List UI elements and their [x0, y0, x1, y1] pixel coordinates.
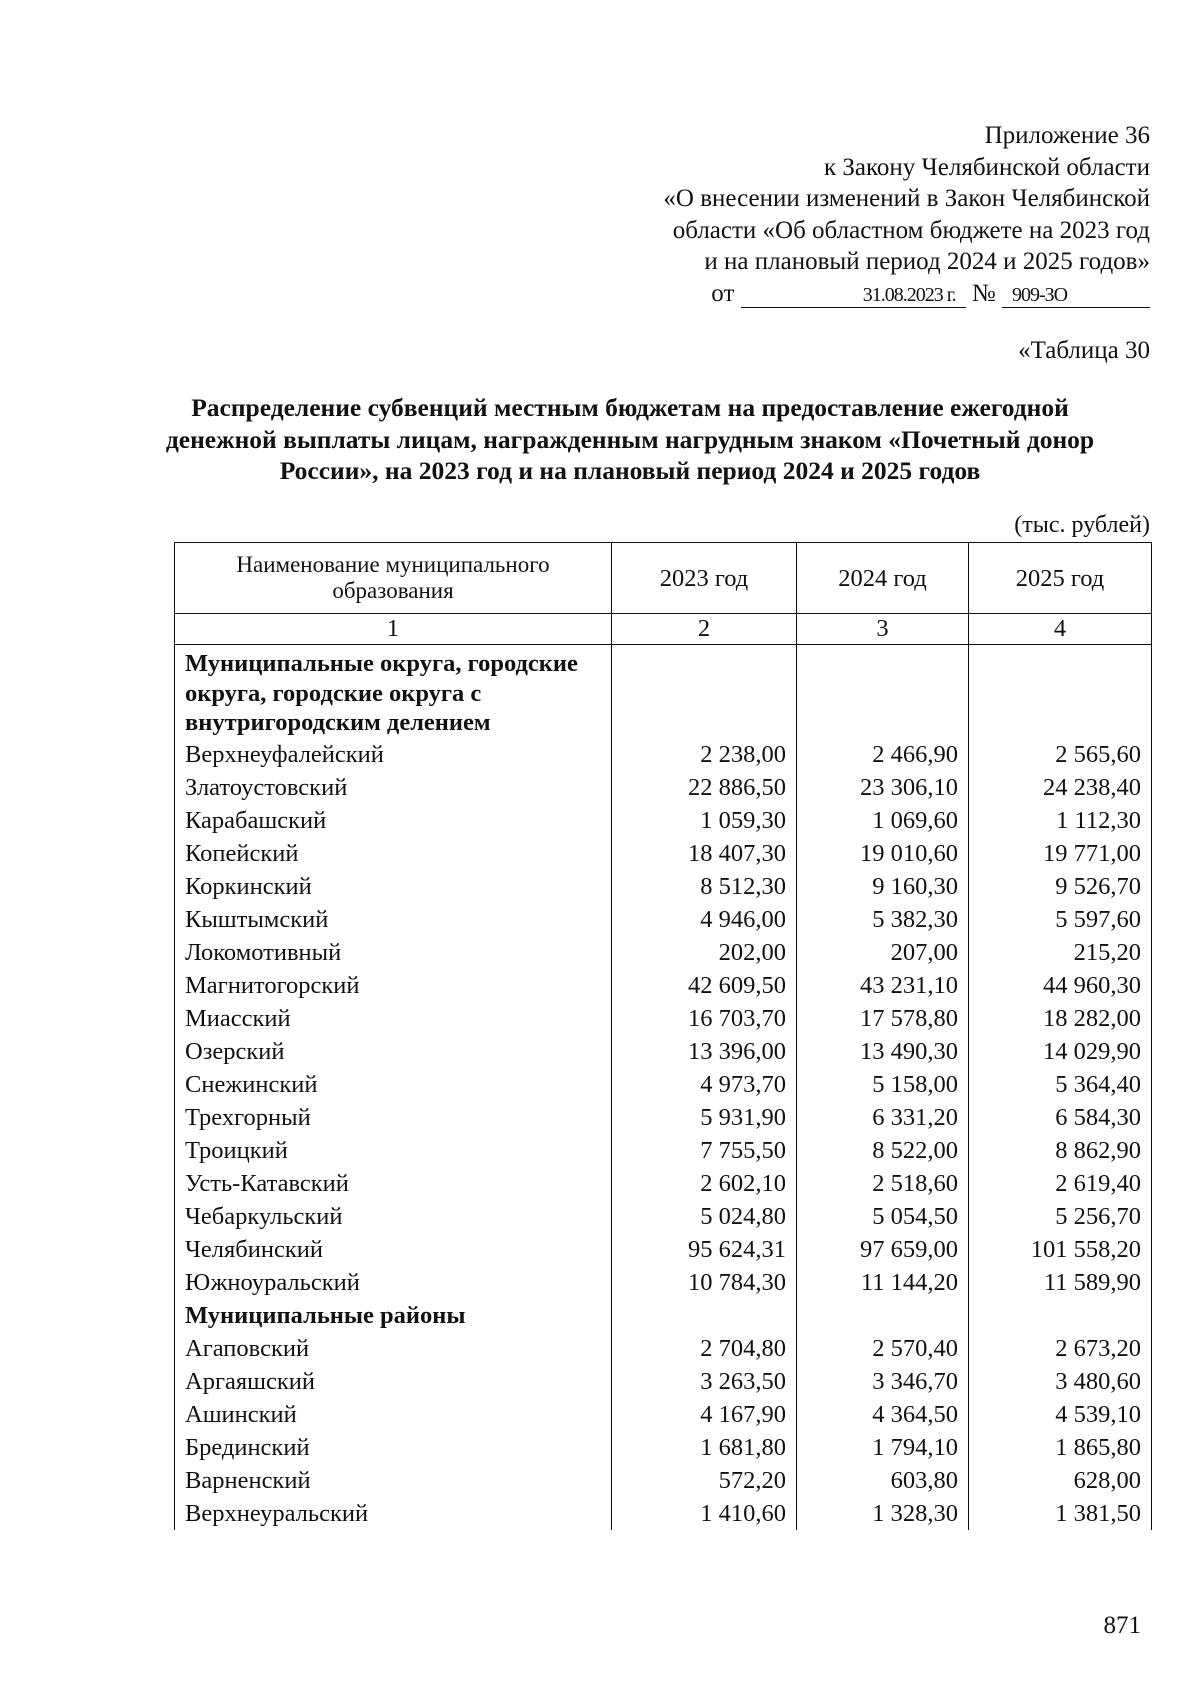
- appendix-line: области «Об областном бюджете на 2023 год: [672, 216, 1150, 244]
- table-row: [175, 1497, 1152, 1530]
- value-2025: 5 256,70: [969, 1200, 1152, 1233]
- table-row: [175, 837, 1152, 870]
- law-reference-line: [450, 278, 1150, 310]
- value-2024: 1 069,60: [797, 804, 969, 837]
- appendix-line: «О внесении изменений в Закон Челябинской: [663, 185, 1150, 212]
- table-label: «Таблица 30: [1018, 337, 1150, 364]
- group-empty-cell: [797, 1299, 969, 1332]
- value-2025: 215,20: [969, 936, 1152, 969]
- municipality-name: Локомотивный: [175, 936, 612, 969]
- value-2023: 4 973,70: [612, 1068, 797, 1101]
- value-2023: 4 946,00: [612, 903, 797, 936]
- municipality-name: Копейский: [175, 837, 612, 870]
- value-2024: 23 306,10: [797, 771, 969, 804]
- value-2025: 44 960,30: [969, 969, 1152, 1002]
- title-line: денежной выплаты лицам, награжденным нагрудным знаком «Почетный донор: [165, 424, 1095, 454]
- municipality-name: Верхнеуфалейский: [175, 738, 612, 771]
- municipality-name: Озерский: [175, 1035, 612, 1068]
- municipality-name: Троицкий: [175, 1134, 612, 1167]
- table-row: [175, 738, 1152, 771]
- value-2023: 4 167,90: [612, 1398, 797, 1431]
- value-2023: 572,20: [612, 1464, 797, 1497]
- table-row: [175, 969, 1152, 1002]
- group-empty-cell: [612, 645, 797, 738]
- title-line: Распределение субвенций местным бюджетам на предоставление ежегодной: [191, 393, 1069, 422]
- value-2023: 22 886,50: [612, 771, 797, 804]
- table-row: [175, 1398, 1152, 1431]
- table-row: [175, 1167, 1152, 1200]
- value-2024: 2 466,90: [797, 738, 969, 771]
- value-2024: 97 659,00: [797, 1233, 969, 1266]
- municipality-name: Трехгорный: [175, 1101, 612, 1134]
- table-row: [175, 1068, 1152, 1101]
- value-2024: 5 382,30: [797, 903, 969, 936]
- value-2023: 5 931,90: [612, 1101, 797, 1134]
- table-row: [175, 936, 1152, 969]
- value-2025: 1 381,50: [969, 1497, 1152, 1530]
- value-2025: 11 589,90: [969, 1266, 1152, 1299]
- page-number: 871: [1103, 1612, 1141, 1639]
- value-2023: 2 704,80: [612, 1332, 797, 1365]
- table-row: [175, 1365, 1152, 1398]
- value-2023: 8 512,30: [612, 870, 797, 903]
- value-2024: 8 522,00: [797, 1134, 969, 1167]
- appendix-header: [450, 120, 1150, 309]
- header-2024: 2024 год: [797, 543, 969, 614]
- value-2025: 2 619,40: [969, 1167, 1152, 1200]
- table-row: [175, 1101, 1152, 1134]
- value-2024: 17 578,80: [797, 1002, 969, 1035]
- value-2025: 1 112,30: [969, 804, 1152, 837]
- value-2024: 6 331,20: [797, 1101, 969, 1134]
- value-2024: 207,00: [797, 936, 969, 969]
- value-2025: 2 673,20: [969, 1332, 1152, 1365]
- value-2023: 16 703,70: [612, 1002, 797, 1035]
- appendix-line: Приложение 36: [984, 122, 1150, 149]
- municipality-name: Златоустовский: [175, 771, 612, 804]
- value-2024: 603,80: [797, 1464, 969, 1497]
- column-number: 2: [612, 614, 797, 645]
- column-number: 1: [175, 614, 612, 645]
- value-2023: 1 059,30: [612, 804, 797, 837]
- value-2025: 19 771,00: [969, 837, 1152, 870]
- value-2023: 202,00: [612, 936, 797, 969]
- municipality-name: Усть-Катавский: [175, 1167, 612, 1200]
- group-empty-cell: [797, 645, 969, 738]
- table-row: [175, 1233, 1152, 1266]
- municipality-name: Агаповский: [175, 1332, 612, 1365]
- value-2025: 24 238,40: [969, 771, 1152, 804]
- value-2025: 8 862,90: [969, 1134, 1152, 1167]
- value-2024: 3 346,70: [797, 1365, 969, 1398]
- table-body: [175, 645, 1152, 1530]
- column-number-row: [175, 614, 1152, 645]
- value-2023: 42 609,50: [612, 969, 797, 1002]
- value-2024: 43 231,10: [797, 969, 969, 1002]
- municipality-name: Варненский: [175, 1464, 612, 1497]
- table-row: [175, 1200, 1152, 1233]
- municipality-name: Миасский: [175, 1002, 612, 1035]
- value-2023: 2 238,00: [612, 738, 797, 771]
- law-date: 31.08.2023 г.: [741, 283, 966, 308]
- municipality-name: Брединский: [175, 1431, 612, 1464]
- value-2025: 5 597,60: [969, 903, 1152, 936]
- appendix-line: к Закону Челябинской области: [824, 153, 1150, 181]
- value-2024: 5 054,50: [797, 1200, 969, 1233]
- value-2024: 4 364,50: [797, 1398, 969, 1431]
- value-2025: 4 539,10: [969, 1398, 1152, 1431]
- value-2023: 7 755,50: [612, 1134, 797, 1167]
- municipality-name: Карабашский: [175, 804, 612, 837]
- value-2024: 5 158,00: [797, 1068, 969, 1101]
- value-2025: 2 565,60: [969, 738, 1152, 771]
- value-2025: 101 558,20: [969, 1233, 1152, 1266]
- value-2023: 95 624,31: [612, 1233, 797, 1266]
- value-2025: 1 865,80: [969, 1431, 1152, 1464]
- table-row: [175, 771, 1152, 804]
- title-line: России», на 2023 год и на плановый период 2024 и 2025 годов: [279, 456, 981, 485]
- value-2025: 6 584,30: [969, 1101, 1152, 1134]
- appendix-line: и на плановый период 2024 и 2025 годов»: [704, 248, 1150, 275]
- value-2025: 14 029,90: [969, 1035, 1152, 1068]
- group-title: Муниципальные округа, городские округа, городские округа с внутригородским делением: [175, 645, 612, 738]
- value-2023: 1 681,80: [612, 1431, 797, 1464]
- column-number: 3: [797, 614, 969, 645]
- header-municipality: Наименование муниципального образования: [175, 543, 612, 614]
- value-2024: 1 328,30: [797, 1497, 969, 1530]
- value-2025: 3 480,60: [969, 1365, 1152, 1398]
- from-label: от: [711, 279, 735, 307]
- value-2024: 2 518,60: [797, 1167, 969, 1200]
- table-row: [175, 804, 1152, 837]
- value-2024: 11 144,20: [797, 1266, 969, 1299]
- number-label: №: [971, 279, 996, 307]
- group-empty-cell: [969, 1299, 1152, 1332]
- value-2025: 18 282,00: [969, 1002, 1152, 1035]
- subvention-table: [174, 542, 1152, 1530]
- municipality-name: Ашинский: [175, 1398, 612, 1431]
- table-row: [175, 903, 1152, 936]
- value-2024: 9 160,30: [797, 870, 969, 903]
- value-2023: 13 396,00: [612, 1035, 797, 1068]
- value-2024: 2 570,40: [797, 1332, 969, 1365]
- units-label: (тыс. рублей): [1014, 512, 1150, 538]
- value-2024: 13 490,30: [797, 1035, 969, 1068]
- header-2025: 2025 год: [969, 543, 1152, 614]
- municipality-name: Коркинский: [175, 870, 612, 903]
- value-2023: 2 602,10: [612, 1167, 797, 1200]
- value-2024: 19 010,60: [797, 837, 969, 870]
- column-number: 4: [969, 614, 1152, 645]
- value-2023: 10 784,30: [612, 1266, 797, 1299]
- municipality-name: Южноуральский: [175, 1266, 612, 1299]
- value-2024: 1 794,10: [797, 1431, 969, 1464]
- table-row: [175, 870, 1152, 903]
- group-empty-cell: [969, 645, 1152, 738]
- municipality-name: Кыштымский: [175, 903, 612, 936]
- document-title: [150, 392, 1110, 487]
- value-2023: 3 263,50: [612, 1365, 797, 1398]
- group-empty-cell: [612, 1299, 797, 1332]
- municipality-name: Челябинский: [175, 1233, 612, 1266]
- group-row: [175, 645, 1152, 738]
- value-2023: 5 024,80: [612, 1200, 797, 1233]
- law-number: 909-ЗО: [1002, 283, 1150, 308]
- table-row: [175, 1464, 1152, 1497]
- table-row: [175, 1002, 1152, 1035]
- municipality-name: Снежинский: [175, 1068, 612, 1101]
- header-row: [175, 543, 1152, 614]
- value-2025: 9 526,70: [969, 870, 1152, 903]
- municipality-name: Аргаяшский: [175, 1365, 612, 1398]
- municipality-name: Магнитогорский: [175, 969, 612, 1002]
- value-2023: 1 410,60: [612, 1497, 797, 1530]
- value-2025: 5 364,40: [969, 1068, 1152, 1101]
- table-row: [175, 1035, 1152, 1068]
- header-2023: 2023 год: [612, 543, 797, 614]
- municipality-name: Чебаркульский: [175, 1200, 612, 1233]
- table-row: [175, 1332, 1152, 1365]
- value-2023: 18 407,30: [612, 837, 797, 870]
- group-row: [175, 1299, 1152, 1332]
- municipality-name: Верхнеуральский: [175, 1497, 612, 1530]
- table-row: [175, 1431, 1152, 1464]
- table-row: [175, 1266, 1152, 1299]
- table-row: [175, 1134, 1152, 1167]
- value-2025: 628,00: [969, 1464, 1152, 1497]
- group-title: Муниципальные районы: [175, 1299, 612, 1332]
